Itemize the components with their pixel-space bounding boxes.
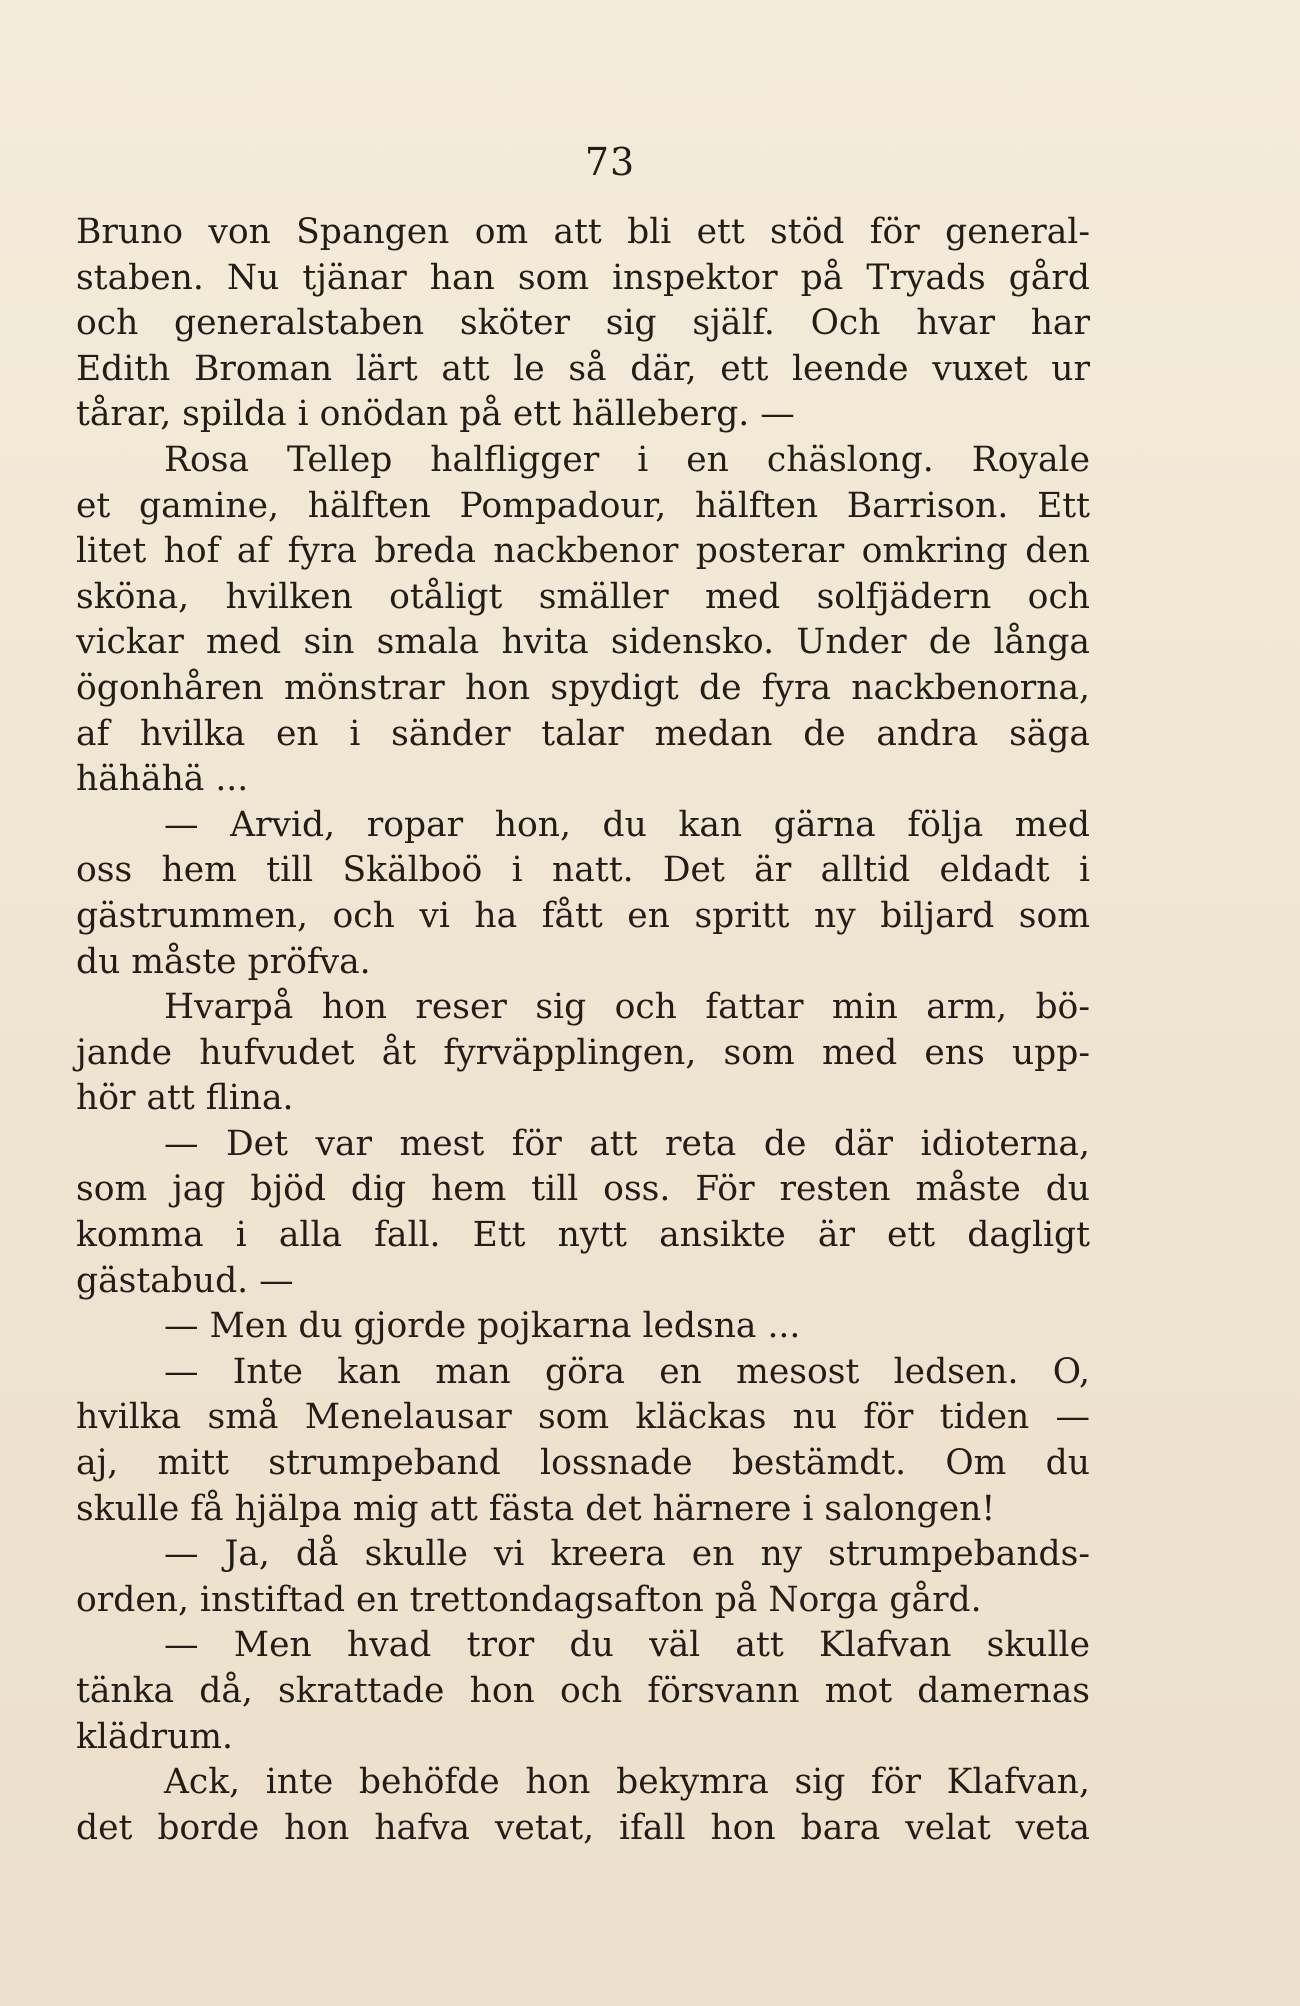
text-line: — Arvid, ropar hon, du kan gärna följa med [164, 804, 1090, 845]
text-line: hör att flina. [76, 1078, 294, 1119]
text-line: Ack, inte behöfde hon bekymra sig för Klafvan, [164, 1762, 1090, 1803]
body-text [76, 210, 1090, 1851]
text-line: skulle få hjälpa mig att fästa det härnere i salongen! [76, 1488, 996, 1529]
text-line: gästabud. — [76, 1260, 294, 1301]
text-line: som jag bjöd dig hem till oss. För resten måste du [76, 1169, 1090, 1210]
text-line: jande hufvudet åt fyrväpplingen, som med ens upp- [76, 1032, 1090, 1073]
text-line: och generalstaben sköter sig själf. Och hvar har [76, 303, 1090, 344]
text-line: Hvarpå hon reser sig och fattar min arm, bö- [164, 987, 1090, 1028]
text-line: tårar, spilda i onödan på ett hälleberg. — [76, 394, 795, 435]
text-line: — Ja, då skulle vi kreera en ny strumpebands- [164, 1534, 1090, 1575]
text-line: sköna, hvilken otåligt smäller med solfjädern och [76, 576, 1090, 617]
text-line: — Men hvad tror du väl att Klafvan skulle [164, 1625, 1090, 1666]
text-line: — Det var mest för att reta de där idioterna, [164, 1123, 1090, 1164]
text-line: et gamine, hälften Pompadour, hälften Barrison. Ett [76, 485, 1090, 526]
text-line: staben. Nu tjänar han som inspektor på Tryads gård [76, 257, 1090, 298]
text-line: hähähä ... [76, 759, 249, 800]
text-line: af hvilka en i sänder talar medan de andra säga [76, 713, 1090, 754]
page-number: 73 [584, 140, 636, 184]
text-line: orden, instiftad en trettondagsafton på Norga gård. [76, 1579, 982, 1620]
text-line: klädrum. [76, 1716, 233, 1757]
text-line: Edith Broman lärt att le så där, ett leende vuxet ur [76, 348, 1090, 389]
text-line: aj, mitt strumpeband lossnade bestämdt. Om du [76, 1443, 1090, 1484]
text-line: komma i alla fall. Ett nytt ansikte är ett dagligt [76, 1215, 1090, 1256]
text-line: Bruno von Spangen om att bli ett stöd för general- [76, 212, 1090, 252]
text-line: Rosa Tellep halfligger i en chäslong. Royale [164, 439, 1090, 480]
text-line: hvilka små Menelausar som kläckas nu för tiden — [76, 1397, 1090, 1438]
text-line: du måste pröfva. [76, 941, 371, 982]
text-line: — Inte kan man göra en mesost ledsen. O, [164, 1351, 1090, 1392]
text-line: vickar med sin smala hvita sidensko. Under de långa [76, 622, 1090, 663]
text-line: det borde hon hafva vetat, ifall hon bara velat veta [76, 1807, 1090, 1848]
text-line: ögonhåren mönstrar hon spydigt de fyra nackbenorna, [76, 667, 1090, 708]
text-line: litet hof af fyra breda nackbenor posterar omkring den [76, 531, 1090, 572]
text-line: gästrummen, och vi ha fått en spritt ny biljard som [76, 895, 1090, 936]
text-line: oss hem till Skälboö i natt. Det är alltid eldadt i [76, 850, 1090, 891]
text-line: tänka då, skrattade hon och försvann mot damernas [76, 1671, 1090, 1711]
text-line: — Men du gjorde pojkarna ledsna ... [164, 1306, 801, 1347]
